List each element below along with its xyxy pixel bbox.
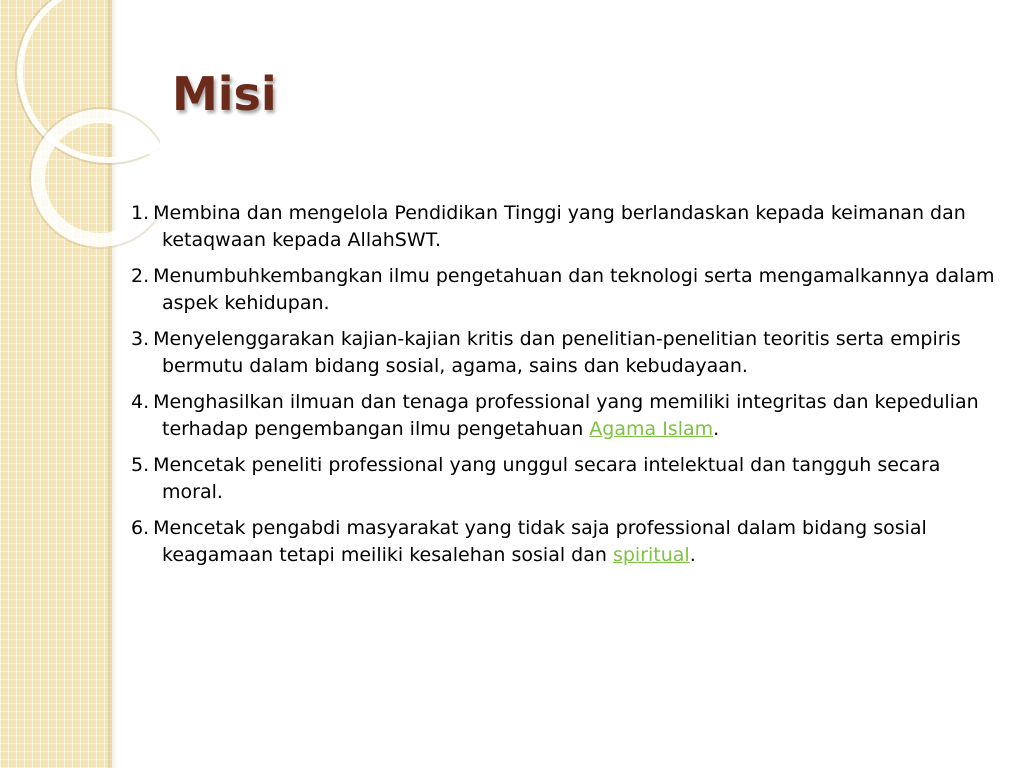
mission-list [131, 200, 1001, 578]
mission-item-6 [131, 515, 1001, 569]
mission-item-text: Menumbuhkembangkan ilmu pengetahuan dan teknologi serta mengamalkannya dalam aspek kehidupan. [153, 265, 995, 314]
mission-item-text: Mencetak pengabdi masyarakat yang tidak saja professional dalam bidang sosial keagamaan tetapi meiliki kesalehan sosial dan [153, 517, 927, 566]
mission-item-text: Membina dan mengelola Pendidikan Tinggi yang berlandaskan kepada keimanan dan ketaqwaan kepada AllahSWT. [153, 202, 966, 251]
slide-title: Misi [172, 67, 277, 121]
mission-item-2 [131, 263, 1001, 317]
mission-item-1 [131, 200, 1001, 254]
mission-item-5 [131, 452, 1001, 506]
mission-item-text: Mencetak peneliti professional yang unggul secara intelektual dan tangguh secara moral. [153, 454, 941, 503]
mission-item-number: 1. [131, 202, 150, 224]
mission-item-punctuation: . [689, 544, 696, 566]
mission-item-number: 5. [131, 454, 150, 476]
agama-islam-link[interactable]: Agama Islam [589, 418, 714, 440]
mission-item-punctuation: . [713, 418, 720, 440]
mission-item-number: 4. [131, 391, 150, 413]
mission-item-text: Menyelenggarakan kajian-kajian kritis dan penelitian-penelitian teoritis serta empiris bermutu dalam bidang sosial, agama, sains dan kebudayaan. [153, 328, 961, 377]
mission-item-number: 2. [131, 265, 150, 287]
mission-item-number: 6. [131, 517, 150, 539]
decorative-ring-large-shade [16, 0, 160, 164]
mission-item-text: Menghasilkan ilmuan dan tenaga professional yang memiliki integritas dan kepedulian terhadap pengembangan ilmu pengetahuan [153, 391, 979, 440]
spiritual-link[interactable]: spiritual [612, 544, 690, 566]
mission-item-4 [131, 389, 1001, 443]
mission-item-number: 3. [131, 328, 150, 350]
mission-item-3 [131, 326, 1001, 380]
